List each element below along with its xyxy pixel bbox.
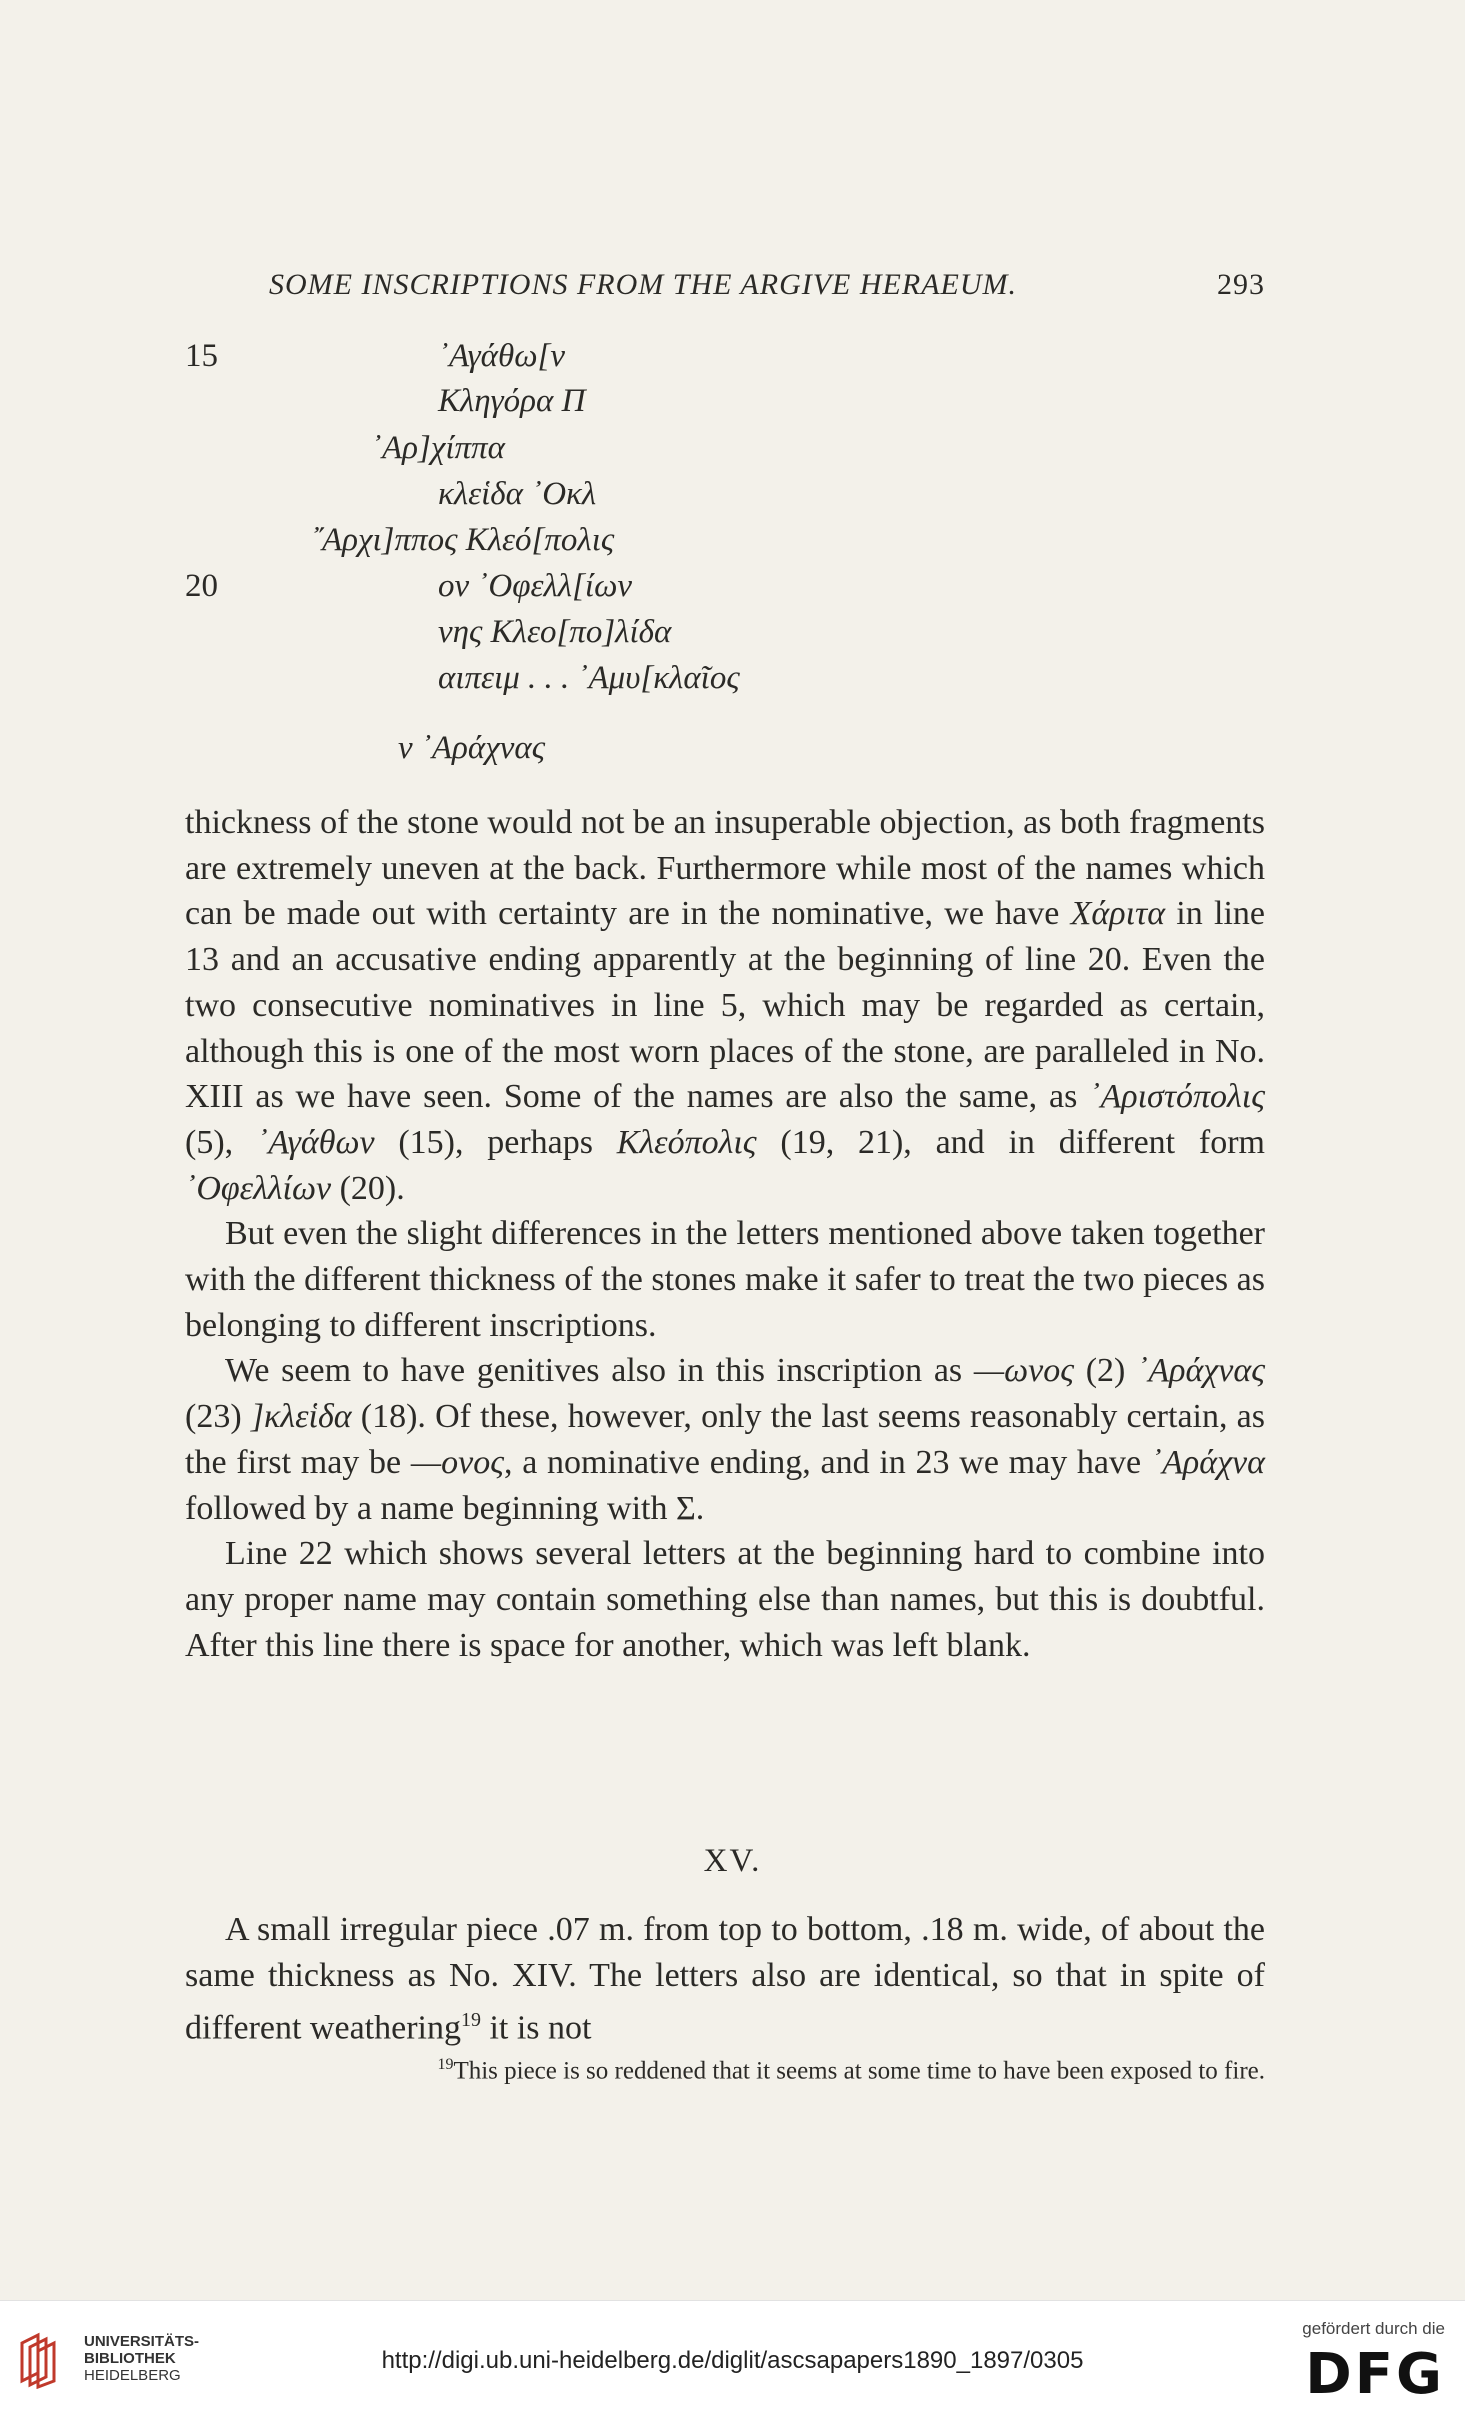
greek-word: —ωνος [973, 1352, 1074, 1390]
inscription-line: ον ᾿Οφελλ[ίων [438, 568, 633, 604]
greek-word: ᾿Αράχνα [1150, 1443, 1265, 1481]
inscription-line: ᾿Αρ]χίππα [371, 430, 505, 466]
text-run: , a nominative ending, and in 23 we may have [504, 1443, 1151, 1481]
text-run: (23) [185, 1398, 251, 1436]
paragraph [185, 1348, 1265, 1531]
library-name-line: UNIVERSITÄTS- [84, 2333, 200, 2350]
text-run: (5), [185, 1123, 257, 1161]
paragraph: But even the slight differences in the letters mentioned above taken together with the different thickness of the stones make it safer to treat the two pieces as belonging to different inscriptions. [185, 1215, 1265, 1344]
inscription-line: ᾿Αγάθω[ν [438, 338, 565, 374]
greek-word: Χάριτα [1070, 895, 1166, 933]
text-run: it is not [480, 2009, 592, 2047]
digitization-footer [0, 2300, 1465, 2414]
text-run: (2) [1073, 1352, 1138, 1390]
inscription-line: κλεἱδα ᾿Οκλ [438, 476, 597, 512]
text-run: We seem to have genitives also in this inscription as [225, 1352, 974, 1390]
library-name-line: BIBLIOTHEK [84, 2350, 176, 2367]
text-run: A small irregular piece .07 m. from top to bottom, .18 m. wide, of about the same thickness as No. XIV. The letters also are identical, so that in spite of different weathering [185, 1911, 1265, 2047]
line-number: 15 [185, 338, 218, 374]
footnote-text: This piece is so reddened that it seems at some time to have been exposed to fire. [453, 2057, 1265, 2085]
greek-word: Κλεόπολις [616, 1123, 757, 1161]
text-run: in line 13 and an accusative ending apparently at the beginning of line 20. Even the two consecutive nominatives in line 5, which may be regarded as certain, although this is one of the most worn places of the stone, are paralleled in No. XIII as we have seen. Some of the names are also the same, as [185, 895, 1265, 1116]
inscription-line: νης Κλεο[πο]λίδα [438, 614, 672, 650]
permalink-url[interactable]: http://digi.ub.uni-heidelberg.de/diglit/ascsapapers1890_1897/0305 [381, 2347, 1084, 2374]
paragraph [185, 800, 1265, 1211]
text-run: (20). [331, 1169, 405, 1207]
inscription-line: αιπειμ . . . ᾿Αμυ[κλαῖος [438, 660, 740, 696]
footnote-ref: 19 [460, 2009, 481, 2032]
footnote-marker: 19 [437, 2056, 454, 2073]
funder-note: gefördert durch die [1302, 2319, 1445, 2338]
greek-word: ᾿Αριστόπολις [1089, 1078, 1265, 1116]
text-run: followed by a name beginning with Σ. [185, 1489, 705, 1527]
section-heading: XV. [703, 1843, 762, 1879]
paragraph: Line 22 which shows several letters at the beginning hard to combine into any proper name may contain something else than names, but this is doubtful. After this line there is space for another, which was left blank. [185, 1535, 1265, 1664]
dfg-logo: DFG [1305, 2342, 1445, 2407]
text-run: thickness of the stone would not be an insuperable objection, as both fragments are extremely uneven at the back. Furthermore while most of the names which can be made out with certainty are in the nominative, we have [185, 804, 1265, 933]
greek-word: ᾿Αράχνας [1137, 1352, 1265, 1390]
greek-word: ᾿Οφελλίων [185, 1169, 332, 1207]
text-run: (18). Of these, however, only the last seems reasonably certain, as the first may be [185, 1398, 1265, 1481]
inscription-line: ῎Αρχι]ππος Κλεό[πολις [311, 522, 615, 558]
paragraph [185, 1907, 1265, 2051]
body-text-section-xv [185, 1907, 1265, 2051]
running-head-title: SOME INSCRIPTIONS FROM THE ARGIVE HERAEUM. [269, 268, 1017, 301]
text-run: (15), perhaps [374, 1123, 617, 1161]
inscription-line: ν ᾿Αράχνας [398, 730, 546, 766]
inscription-line: Κληγόρα Π [438, 383, 586, 419]
footnote [185, 2056, 1265, 2085]
greek-word: —ονος [410, 1443, 504, 1481]
greek-word: ]κλεἱδα [250, 1398, 352, 1436]
text-run: (19, 21), and in different form [756, 1123, 1265, 1161]
body-text [185, 800, 1265, 1668]
greek-word: ᾿Αγάθων [256, 1123, 375, 1161]
page-number: 293 [1217, 268, 1265, 301]
line-number: 20 [185, 568, 218, 604]
library-name-line: HEIDELBERG [84, 2367, 181, 2384]
